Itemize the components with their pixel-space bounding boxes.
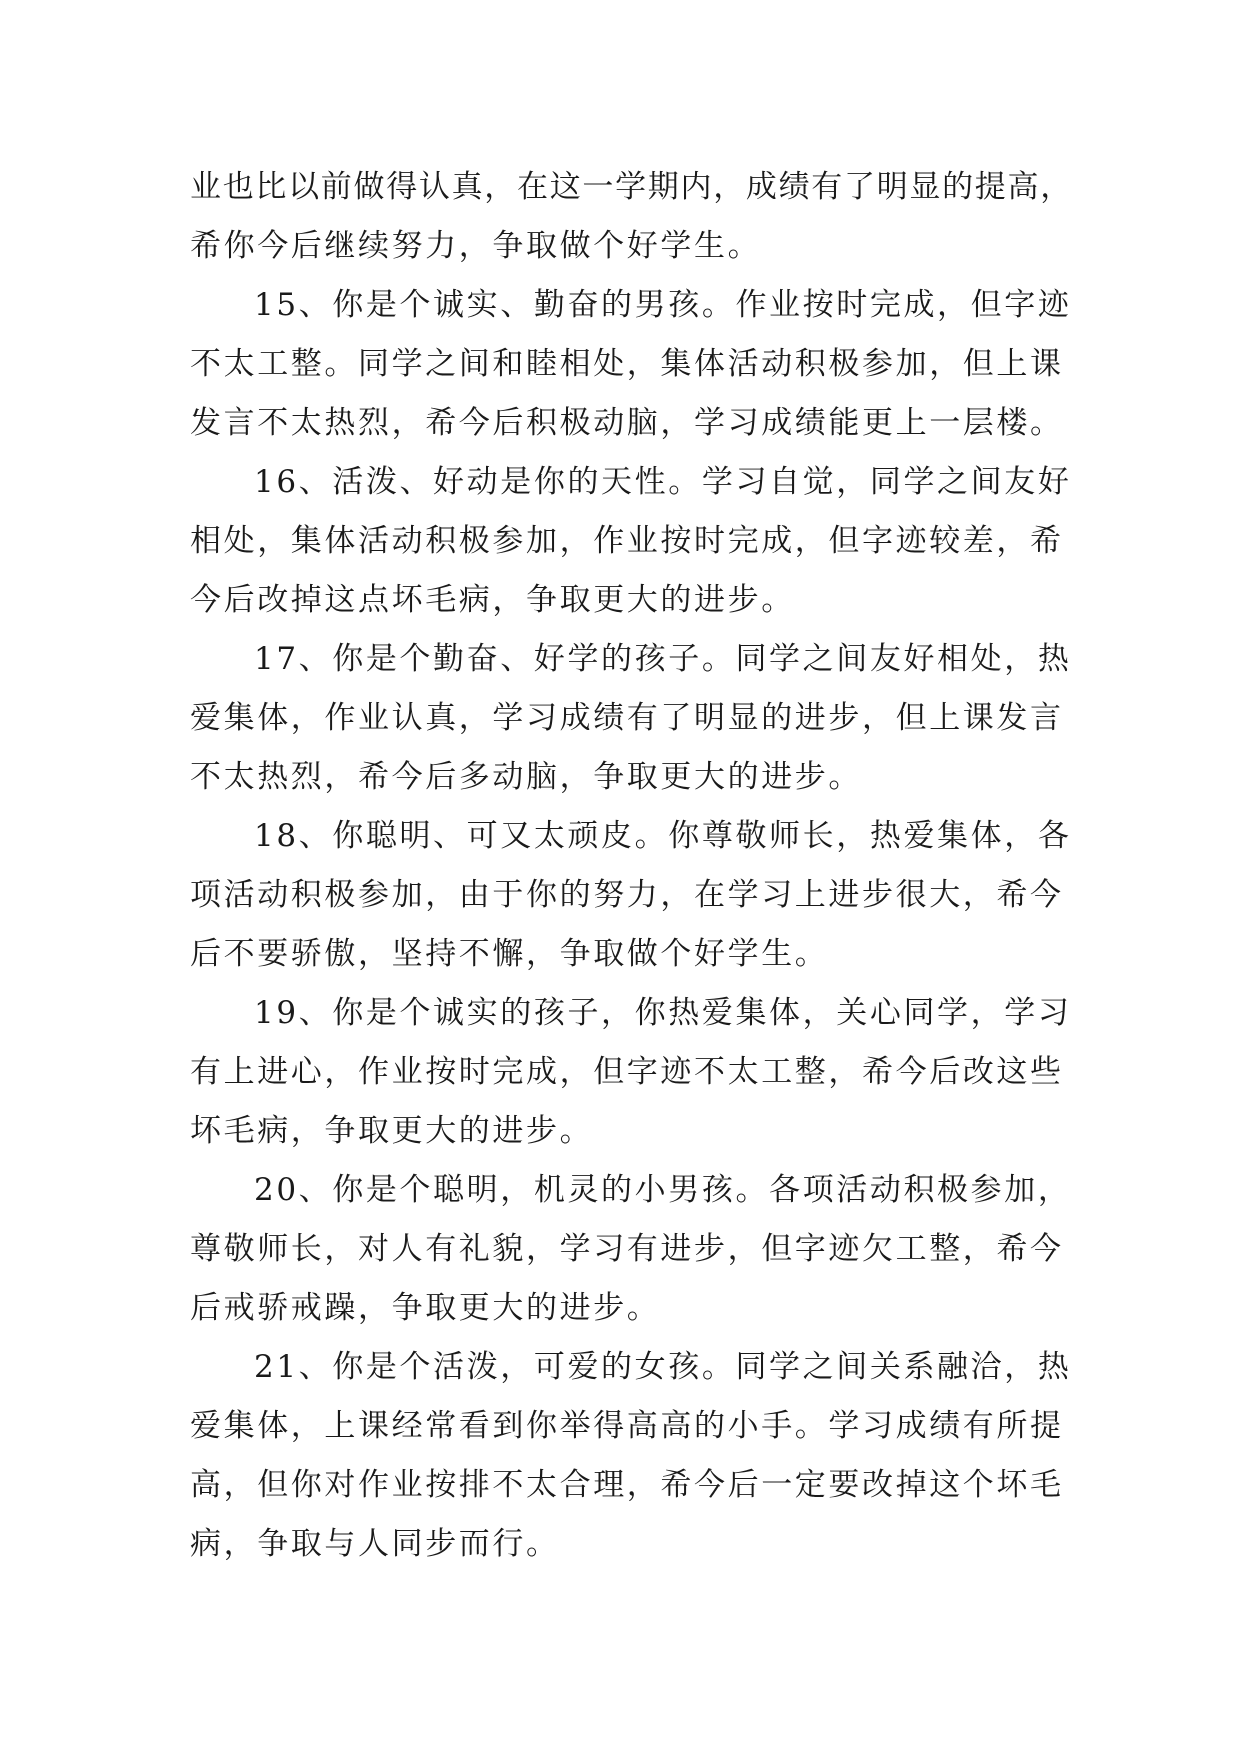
paragraph-line: 项活动积极参加，由于你的努力，在学习上进步很大，希今 (190, 877, 1064, 913)
paragraph-line: 坏毛病，争取更大的进步。 (190, 1113, 594, 1149)
paragraph-line: 高，但你对作业按排不太合理，希今后一定要改掉这个坏毛 (190, 1467, 1064, 1503)
paragraph-line: 爱集体，上课经常看到你举得高高的小手。学习成绩有所提 (190, 1408, 1064, 1444)
paragraph-line: 相处，集体活动积极参加，作业按时完成，但字迹较差，希 (190, 523, 1064, 559)
paragraph-line: 不太工整。同学之间和睦相处，集体活动积极参加，但上课 (190, 346, 1064, 382)
paragraph-line: 有上进心，作业按时完成，但字迹不太工整，希今后改这些 (190, 1054, 1064, 1090)
paragraph-first-line: 15、你是个诚实、勤奋的男孩。作业按时完成，但字迹 (254, 287, 1072, 323)
paragraph-line: 尊敬师长，对人有礼貌，学习有进步，但字迹欠工整，希今 (190, 1231, 1064, 1267)
paragraph-first-line: 19、你是个诚实的孩子，你热爱集体，关心同学，学习 (254, 995, 1072, 1031)
paragraph-first-line: 20、你是个聪明，机灵的小男孩。各项活动积极参加， (254, 1172, 1072, 1208)
paragraph-line: 今后改掉这点坏毛病，争取更大的进步。 (190, 582, 795, 618)
document-body (190, 158, 1080, 1574)
paragraph-line: 发言不太热烈，希今后积极动脑，学习成绩能更上一层楼。 (190, 405, 1064, 441)
paragraph-line: 不太热烈，希今后多动脑，争取更大的进步。 (190, 759, 862, 795)
paragraph-line: 后戒骄戒躁，争取更大的进步。 (190, 1290, 661, 1326)
paragraph-line: 后不要骄傲，坚持不懈，争取做个好学生。 (190, 936, 829, 972)
paragraph-line: 病，争取与人同步而行。 (190, 1526, 560, 1562)
paragraph-first-line: 18、你聪明、可又太顽皮。你尊敬师长，热爱集体，各 (254, 818, 1072, 854)
paragraph-first-line: 17、你是个勤奋、好学的孩子。同学之间友好相处，热 (254, 641, 1072, 677)
paragraph-first-line: 16、活泼、好动是你的天性。学习自觉，同学之间友好 (254, 464, 1072, 500)
paragraph-line: 爱集体，作业认真，学习成绩有了明显的进步，但上课发言 (190, 700, 1064, 736)
paragraph-line: 希你今后继续努力，争取做个好学生。 (190, 228, 762, 264)
paragraph-first-line: 21、你是个活泼，可爱的女孩。同学之间关系融洽，热 (254, 1349, 1072, 1385)
paragraph-line: 业也比以前做得认真，在这一学期内，成绩有了明显的提高， (190, 169, 1073, 205)
